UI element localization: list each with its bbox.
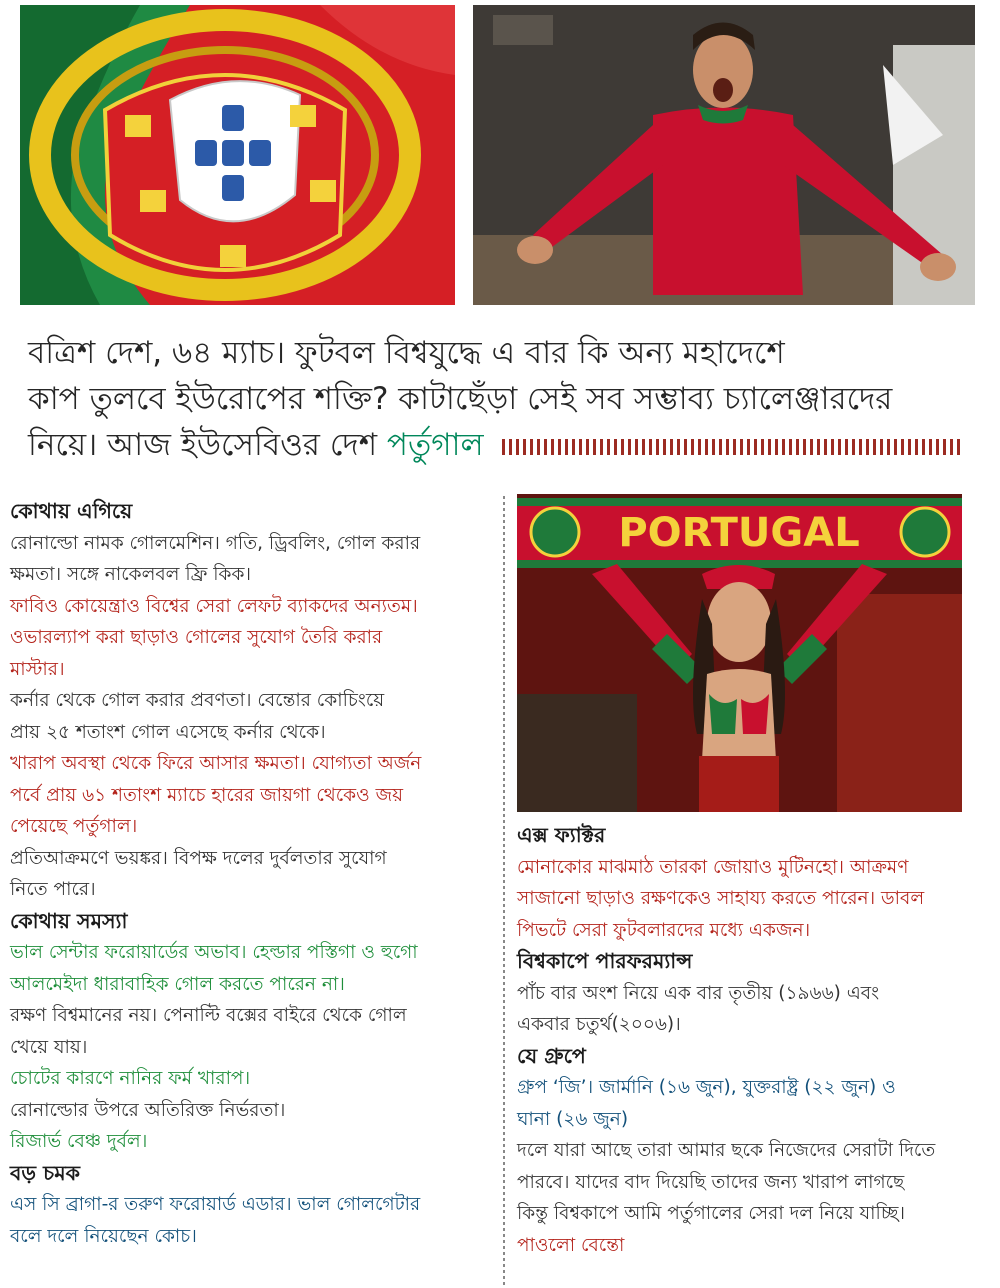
text-line: মোনাকোর মাঝমাঠ তারকা জোয়াও মুটিনহো। আক্রমণ — [517, 856, 909, 878]
strength-item — [10, 748, 495, 843]
portugal-fan-photo — [517, 494, 962, 812]
intro-line — [28, 422, 988, 468]
surprise-heading: বড় চমক — [10, 1160, 80, 1185]
text-line: আলমেইদা ধারাবাহিক গোল করতে পারেন না। — [10, 973, 345, 995]
text-line: বলে দলে নিয়েছেন কোচ। — [10, 1225, 197, 1247]
text-line: ঘানা (২৬ জুন) — [517, 1108, 629, 1130]
text-line: পাঁচ বার অংশ নিয়ে এক বার তৃতীয় (১৯৬৬) এবং — [517, 982, 880, 1004]
group-heading: যে গ্রুপে — [517, 1043, 586, 1068]
text-line: কিন্তু বিশ্বকাপে আমি পর্তুগালের সেরা দল নিয়ে যাচ্ছি। — [517, 1203, 905, 1224]
problem-item — [10, 937, 495, 1000]
intro-text — [28, 330, 988, 468]
right-column — [517, 820, 997, 1261]
text-line: রোনাল্ডোর উপরে অতিরিক্ত নির্ভরতা। — [10, 1099, 286, 1121]
surprise-item — [10, 1189, 495, 1252]
dotted-rule — [502, 439, 962, 455]
text-line: খারাপ অবস্থা থেকে ফিরে আসার ক্ষমতা। যোগ্যতা অর্জন — [10, 753, 422, 774]
text-line: খেয়ে যায়। — [10, 1036, 88, 1058]
intro-line: কাপ তুলবে ইউরোপের শক্তি? কাটাছেঁড়া সেই সব সম্ভাব্য চ্যালেঞ্জারদের — [28, 381, 893, 417]
text-line: পেয়েছে পর্তুগাল। — [10, 816, 138, 837]
performance-heading: বিশ্বকাপে পারফরম্যান্স — [517, 949, 693, 973]
strength-item — [10, 843, 495, 906]
column-divider — [503, 496, 505, 1286]
strength-item — [10, 528, 495, 591]
ronaldo-celebration-photo — [473, 5, 975, 305]
text-line: ভাল সেন্টার ফরোয়ার্ডের অভাব। হেল্ডার পস্তিগা ও হুগো — [10, 942, 418, 963]
xfactor-heading: এক্স ফ্যাক্টর — [517, 823, 606, 847]
quote-author — [517, 1230, 997, 1262]
strengths-heading: কোথায় এগিয়ে — [10, 499, 133, 523]
banner-text: PORTUGAL — [618, 510, 860, 556]
text-line: নিতে পারে। — [10, 879, 96, 900]
text-line: পর্বে প্রায় ৬১ শতাংশ ম্যাচে হারের জায়গা থেকেও জয় — [10, 784, 404, 806]
problems-heading: কোথায় সমস্যা — [10, 908, 128, 933]
intro-line-3: নিয়ে। আজ ইউসেবিওর দেশ — [28, 427, 378, 463]
text-line: রক্ষণ বিশ্বমানের নয়। পেনাল্টি বক্সের বাইরে থেকে গোল — [10, 1005, 407, 1026]
performance-text — [517, 978, 997, 1041]
problem-item — [10, 1063, 495, 1095]
author-name: পাওলো বেন্তো — [517, 1234, 625, 1256]
strength-item — [10, 591, 495, 686]
text-line: রিজার্ভ বেঞ্চ দুর্বল। — [10, 1131, 148, 1152]
strength-item — [10, 685, 495, 748]
coach-quote — [517, 1135, 997, 1230]
problem-item — [10, 1000, 495, 1063]
text-line: একবার চতুর্থ(২০০৬)। — [517, 1014, 681, 1035]
intro-line: বত্রিশ দেশ, ৬৪ ম্যাচ। ফুটবল বিশ্বযুদ্ধে এ বার কি অন্য মহাদেশে — [28, 335, 785, 371]
problem-item — [10, 1095, 495, 1127]
problem-item — [10, 1126, 495, 1158]
text-line: ফাবিও কোয়েন্ত্রাও বিশ্বের সেরা লেফট ব্যাকদের অন্যতম। — [10, 595, 418, 617]
portugal-flag-photo — [20, 5, 455, 305]
text-line: পারবে। যাদের বাদ দিয়েছি তাদের জন্য খারাপ লাগছে — [517, 1171, 905, 1193]
text-line: প্রতিআক্রমণে ভয়ঙ্কর। বিপক্ষ দলের দুর্বলতার সুযোগ — [10, 847, 387, 869]
text-line: পিভটে সেরা ফুটবলারদের মধ্যে একজন। — [517, 919, 811, 941]
text-line: রোনাল্ডো নামক গোলমেশিন। গতি, ড্রিবলিং, গোল করার — [10, 532, 421, 554]
country-highlight: পর্তুগাল — [386, 427, 484, 463]
group-text — [517, 1072, 997, 1135]
text-line: ক্ষমতা। সঙ্গে নাকেলবল ফ্রি কিক। — [10, 564, 251, 585]
text-line: ওভারল্যাপ করা ছাড়াও গোলের সুযোগ তৈরি করার — [10, 627, 383, 648]
text-line: সাজানো ছাড়াও রক্ষণকেও সাহায্য করতে পারেন। ডাবল — [517, 888, 925, 909]
text-line: গ্রুপ ‘জি’। জার্মানি (১৬ জুন), যুক্তরাষ্ট্র (২২ জুন) ও — [517, 1077, 896, 1098]
text-line: দলে যারা আছে তারা আমার ছকে নিজেদের সেরাটা দিতে — [517, 1140, 936, 1161]
text-line: প্রায় ২৫ শতাংশ গোল এসেছে কর্নার থেকে। — [10, 721, 326, 743]
text-line: চোটের কারণে নানির ফর্ম খারাপ। — [10, 1068, 251, 1089]
text-line: এস সি ব্রাগা-র তরুণ ফরোয়ার্ড এডার। ভাল গোলগেটার — [10, 1194, 421, 1215]
text-line: কর্নার থেকে গোল করার প্রবণতা। বেন্তোর কোচিংয়ে — [10, 690, 385, 711]
xfactor-text — [517, 852, 997, 947]
text-line: মাস্টার। — [10, 658, 65, 680]
left-column — [10, 496, 495, 1252]
